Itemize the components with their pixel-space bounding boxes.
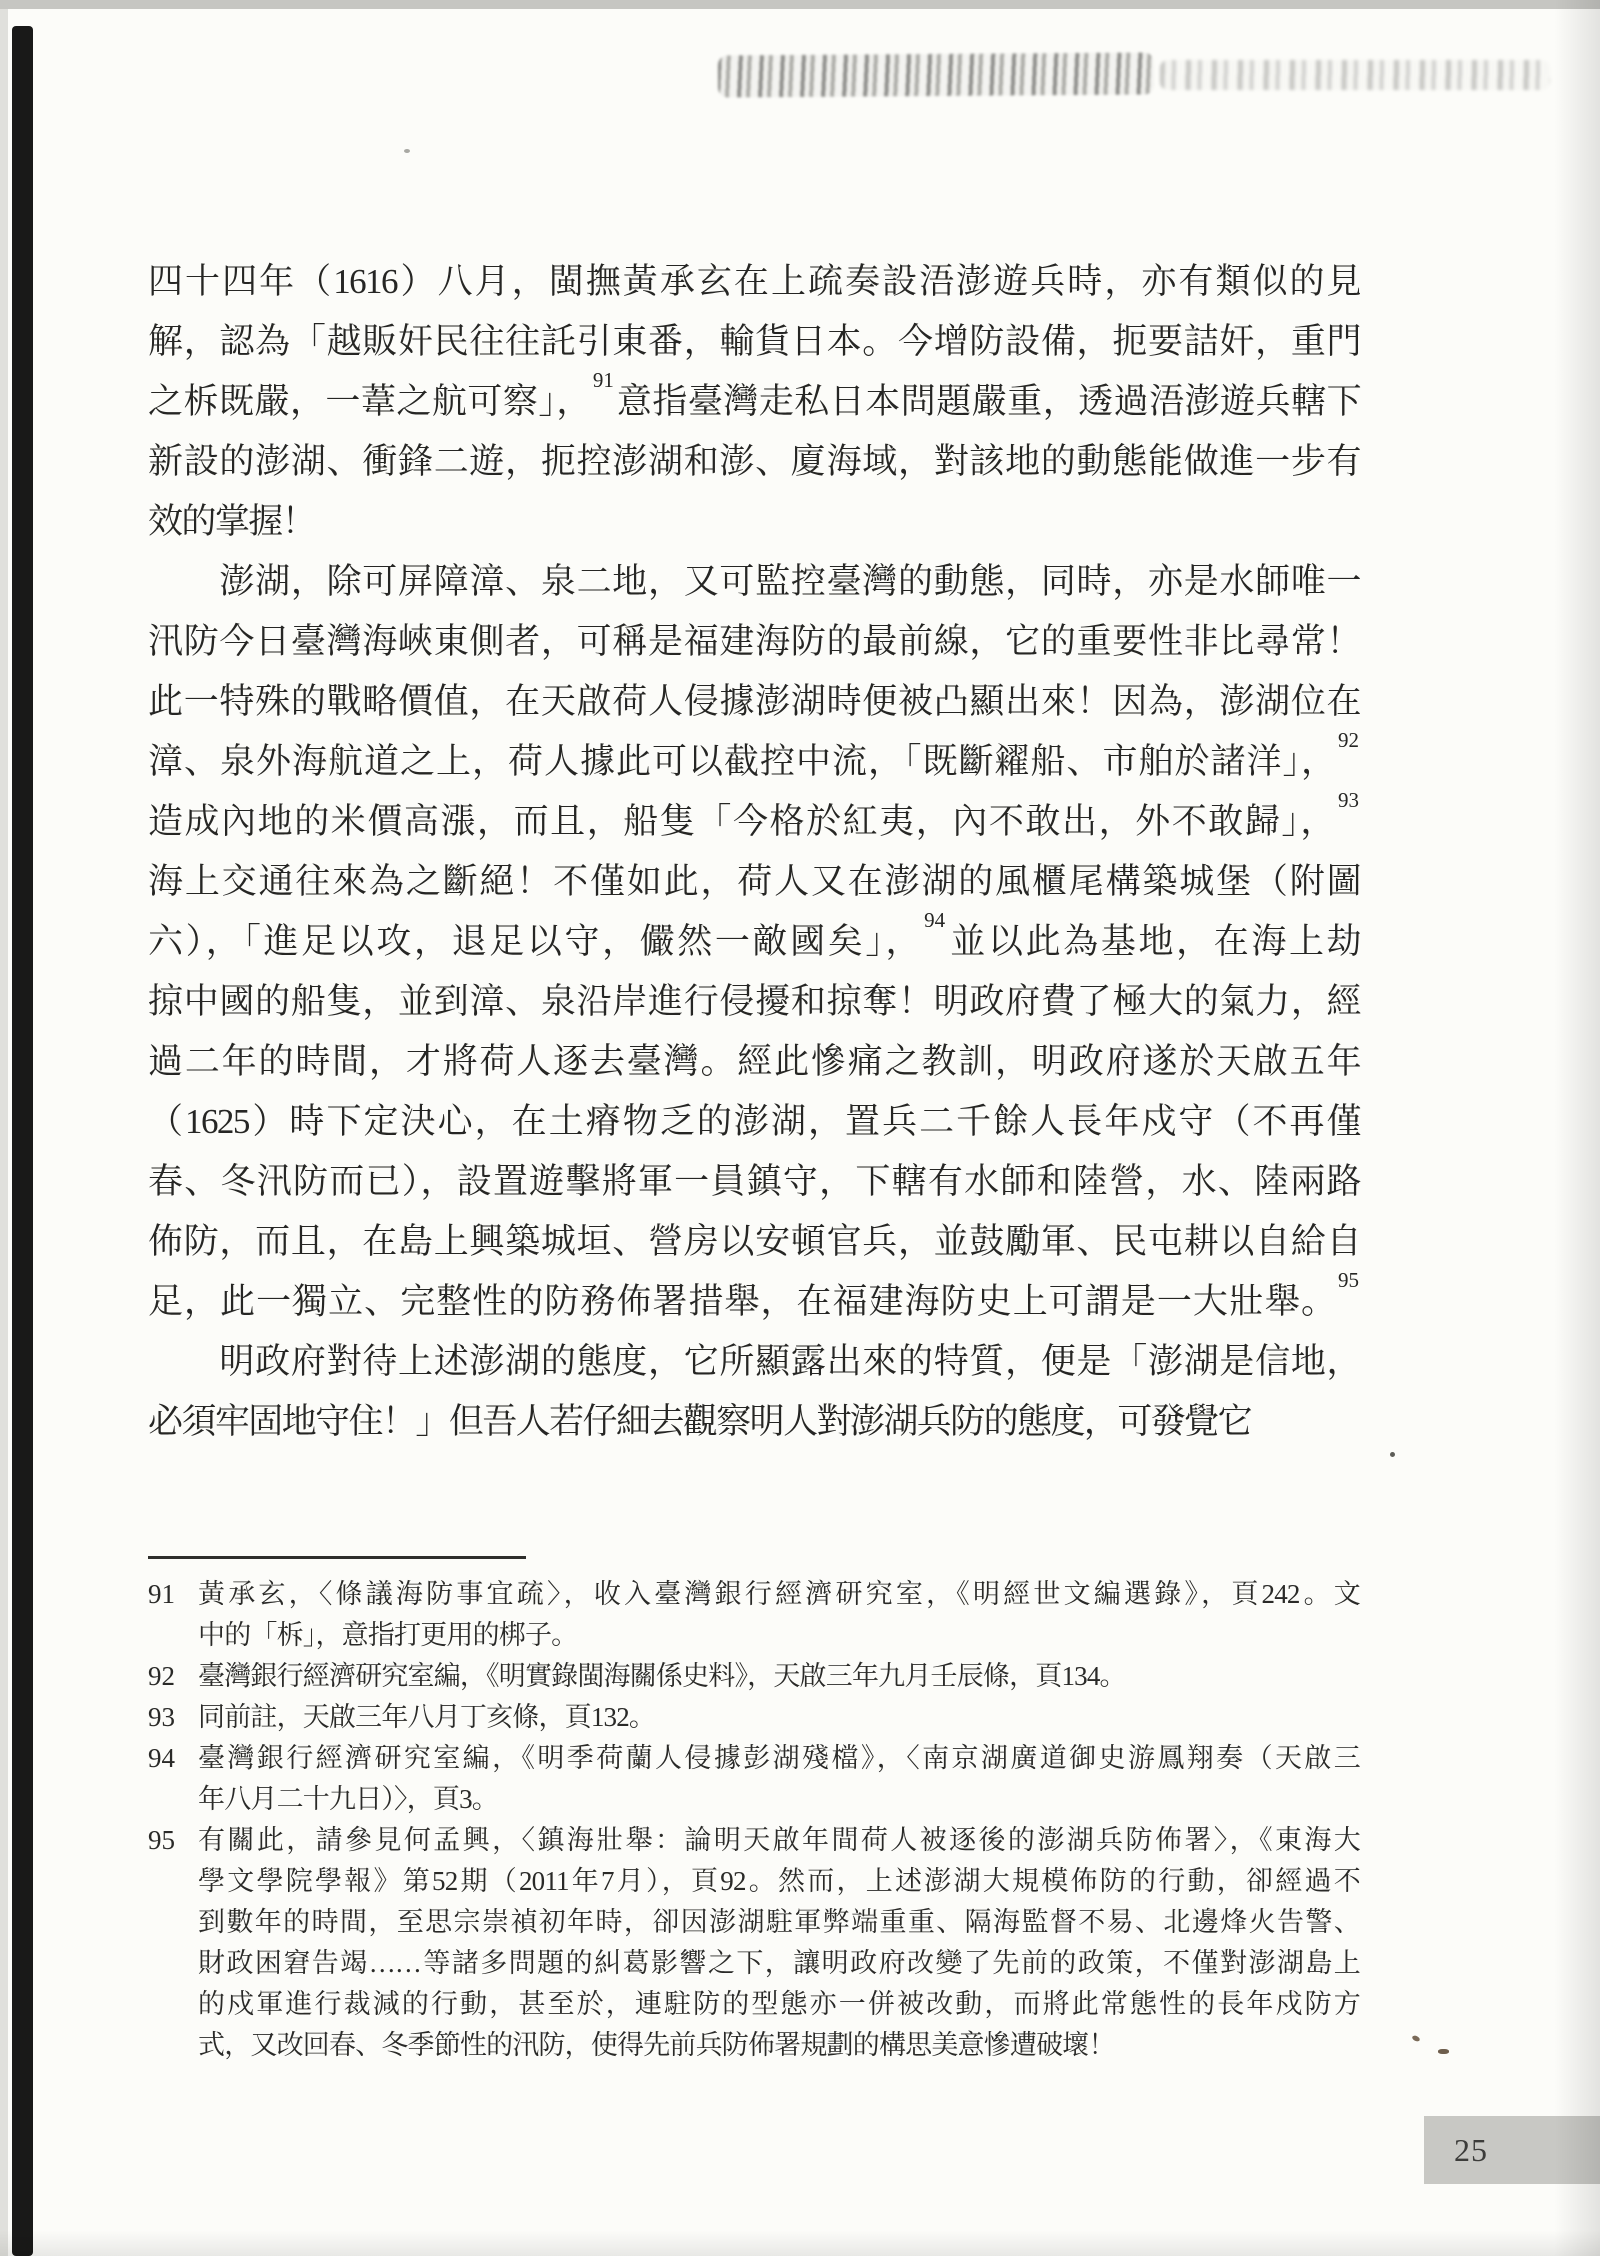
footnote-line: 黃承玄，〈條議海防事宜疏〉，收入臺灣銀行經濟研究室，《明經世文編選錄》，頁242。文 [198,1579,1360,1609]
body-line: 過二年的時間，才將荷人逐去臺灣。經此慘痛之教訓，明政府遂於天啟五年 [148,1042,1360,1081]
footnote-item [148,1656,1360,1697]
scan-edge-right-shade [1554,0,1600,2256]
footnote-number: 91 [148,1579,175,1609]
body-line: 新設的澎湖、衝鋒二遊，扼控澎湖和澎、廈海域，對該地的動態能做進一步有 [148,442,1360,481]
footnote-line: 中的「柝」，意指打更用的梆子。 [198,1620,578,1650]
paragraph [148,252,1360,552]
footnote-ref: 91 [592,368,614,393]
footnote-line: 到數年的時間，至思宗崇禎初年時，卻因澎湖駐軍弊端重重、隔海監督不易、北邊烽火告警、 [198,1907,1360,1937]
page-number: 25 [1454,2132,1488,2168]
footnote-ref: 93 [1338,788,1359,813]
footnote-line: 臺灣銀行經濟研究室編，《明實錄閩海關係史料》，天啟三年九月壬辰條，頁134。 [198,1661,1126,1691]
scan-edge-top [0,0,1600,9]
body-line: 澎湖，除可屏障漳、泉二地，又可監控臺灣的動態，同時，亦是水師唯一 [148,562,1360,601]
paragraph [148,552,1360,1332]
scan-speckle [404,149,410,153]
footnote-line: 的戍軍進行裁減的行動，甚至於，連駐防的型態亦一併被改動，而將此常態性的長年戍防方 [198,1989,1360,2019]
body-line: 掠中國的船隻，並到漳、泉沿岸進行侵擾和掠奪！明政府費了極大的氣力，經 [148,982,1360,1021]
scan-noise-band [718,52,1154,97]
scan-speckle [1390,1452,1395,1457]
footnote-item [148,1820,1360,2066]
scan-noise-band-faint [1160,60,1550,90]
footnote-item [148,1574,1360,1656]
footnote-number: 95 [148,1825,175,1855]
footnote-item [148,1697,1360,1738]
scan-edge-left-strip [12,26,33,2256]
footnote-line: 式，又改回春、冬季節性的汛防，使得先前兵防佈署規劃的構思美意慘遭破壞！ [198,2030,1115,2060]
body-line: 四十四年（1616）八月，閩撫黃承玄在上疏奏設浯澎遊兵時，亦有類似的見 [148,262,1360,301]
footnote-item [148,1738,1360,1820]
scan-speckle [1438,2049,1449,2054]
body-line: 此一特殊的戰略價值，在天啟荷人侵據澎湖時便被凸顯出來！因為，澎湖位在 [148,682,1360,721]
footnotes-section [148,1556,1360,2066]
body-line: 效的掌握！ [148,502,316,541]
footnote-ref: 95 [1338,1268,1359,1293]
body-line: 解，認為「越販奸民往往託引東番，輸貨日本。今增防設備，扼要詰奸，重門 [148,322,1360,361]
footnote-line: 學文學院學報》第52期（2011年7月），頁92。然而，上述澎湖大規模佈防的行動，卻經過不 [198,1866,1360,1896]
footnote-line: 年八月二十九日）〉，頁3。 [198,1784,498,1814]
footnote-line: 財政困窘告竭……等諸多問題的糾葛影響之下，讓明政府改變了先前的政策，不僅對澎湖島上 [198,1948,1360,1978]
paragraph [148,1332,1360,1452]
body-line: 造成內地的米價高漲，而且，船隻「今格於紅夷，內不敢出，外不敢歸」，$^{93}$ [148,788,1359,841]
body-line: 漳、泉外海航道之上，荷人據此可以截控中流，「既斷糴船、市舶於諸洋」，$^{92}$ [148,728,1359,781]
footnote-ref: 94 [924,908,946,933]
body-line: 海上交通往來為之斷絕！不僅如此，荷人又在澎湖的風櫃尾構築城堡（附圖 [148,862,1360,901]
footnote-line: 有關此，請參見何孟興，〈鎮海壯舉：論明天啟年間荷人被逐後的澎湖兵防佈署〉，《東海大 [198,1825,1360,1855]
footnote-ref: 92 [1338,728,1359,753]
footnote-separator [148,1556,526,1559]
body-line: 春、冬汛防而已），設置遊擊將軍一員鎮守，下轄有水師和陸營，水、陸兩路 [148,1162,1360,1201]
footnote-number: 93 [148,1702,175,1732]
body-line: 佈防，而且，在島上興築城垣、營房以安頓官兵，並鼓勵軍、民屯耕以自給自 [148,1222,1360,1261]
footnote-number: 94 [148,1743,175,1773]
body-line: 必須牢固地守住！」但吾人若仔細去觀察明人對澎湖兵防的態度，可發覺它 [148,1402,1252,1441]
body-line: 明政府對待上述澎湖的態度，它所顯露出來的特質，便是「澎湖是信地， [148,1342,1360,1381]
body-text [148,252,1360,1452]
footnote-line: 同前註，天啟三年八月丁亥條，頁132。 [198,1702,656,1732]
body-line: 汛防今日臺灣海峽東側者，可稱是福建海防的最前線，它的重要性非比尋常！ [148,622,1360,661]
body-line: （1625）時下定決心，在土瘠物乏的澎湖，置兵二千餘人長年戍守（不再僅 [148,1102,1360,1141]
body-line: 六），「進足以攻，退足以守，儼然一敵國矣」，$^{94}$並以此為基地，在海上劫 [148,908,1360,961]
footnote-line: 臺灣銀行經濟研究室編，《明季荷蘭人侵據彭湖殘檔》，〈南京湖廣道御史游鳳翔奏（天啟三 [198,1743,1360,1773]
body-line: 之柝既嚴，一葦之航可察」，$^{91}$意指臺灣走私日本問題嚴重，透過浯澎遊兵轄下 [148,368,1360,421]
scan-edge-bottom-shade [0,2230,1600,2256]
footnote-number: 92 [148,1661,175,1691]
body-line: 足，此一獨立、完整性的防務佈署措舉，在福建海防史上可謂是一大壯舉。$^{95}$ [148,1268,1359,1321]
